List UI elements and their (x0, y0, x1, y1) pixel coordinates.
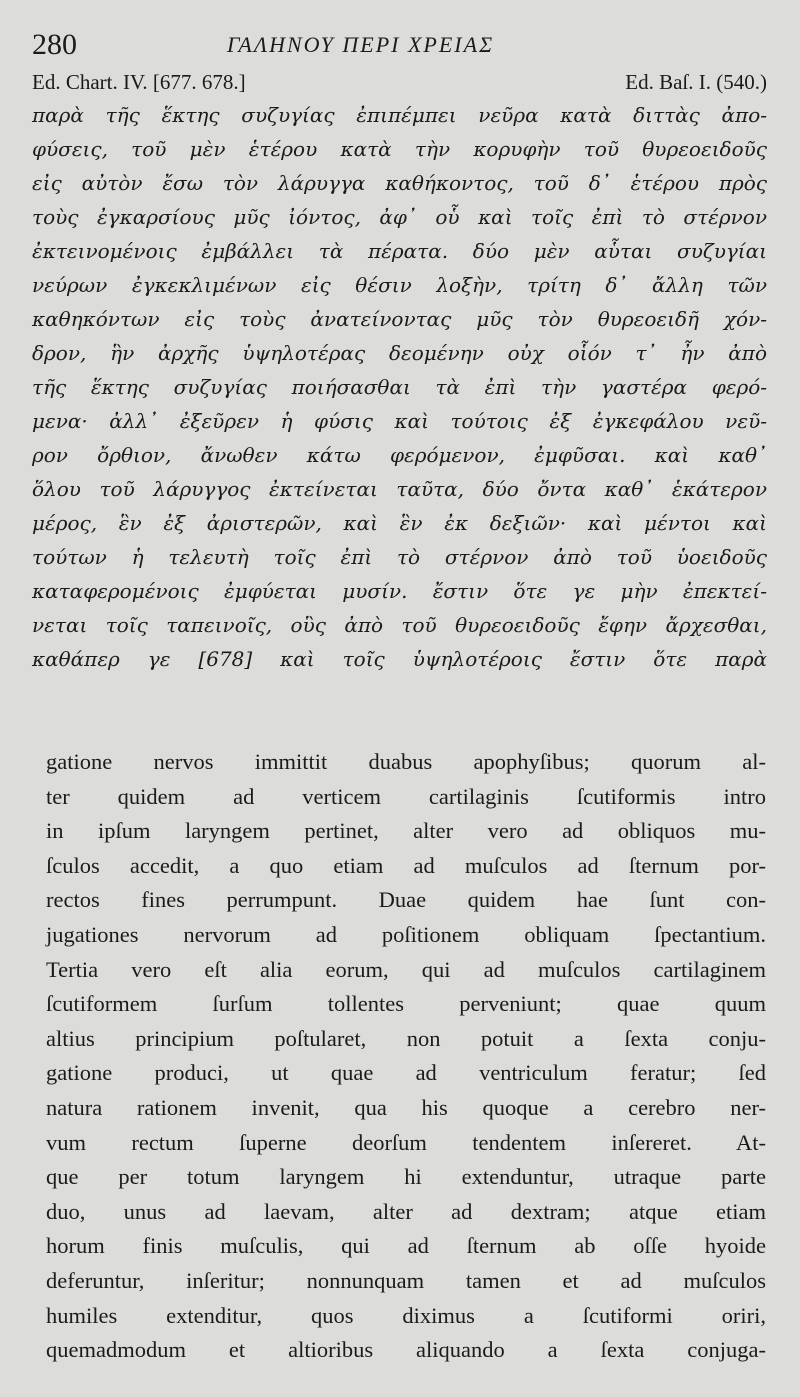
edition-references (32, 70, 767, 98)
latin-text-line: vum rectum ſuperne deorſum tendentem inſereret. At- (46, 1129, 766, 1155)
greek-text-line: τῆς ἕκτης συζυγίας ποιήσασθαι τὰ ἐπὶ τὴν γαστέρα φερό- (32, 375, 767, 399)
greek-text-line: νεται τοῖς ταπεινοῖς, οὓς ἀπὸ τοῦ θυρεοειδοῦς ἔφην ἄρχεσθαι, (32, 613, 767, 637)
latin-text-line: ſculos accedit, a quo etiam ad muſculos ad ſternum por- (46, 852, 766, 878)
edition-chartier: Ed. Chart. IV. [677. 678.] (32, 70, 246, 94)
greek-text-line: καθάπερ γε [678] καὶ τοῖς ὑψηλοτέροις ἔστιν ὅτε παρὰ (32, 647, 767, 671)
edition-basel: Ed. Baſ. I. (540.) (625, 70, 767, 94)
greek-text-line: δρον, ἣν ἀρχῆς ὑψηλοτέρας δεομένην οὐχ οἷόν τ᾽ ἦν ἀπὸ (32, 341, 767, 365)
latin-text-line: duo, unus ad laevam, alter ad dextram; atque etiam (46, 1198, 766, 1224)
greek-text-line: ὅλου τοῦ λάρυγγος ἐκτείνεται ταῦτα, δύο ὄντα καθ᾽ ἑκάτερον (32, 477, 767, 501)
latin-text-line: natura rationem invenit, qua his quoque a cerebro ner- (46, 1094, 766, 1120)
latin-text-line: jugationes nervorum ad poſitionem obliquam ſpectantium. (46, 921, 766, 947)
greek-text-line: εἰς αὐτὸν ἔσω τὸν λάρυγγα καθήκοντος, τοῦ δ᾽ ἑτέρου πρὸς (32, 171, 767, 195)
latin-text-line: in ipſum laryngem pertinet, alter vero ad obliquos mu- (46, 818, 766, 844)
greek-text-line: καθηκόντων εἰς τοὺς ἀνατείνοντας μῦς τὸν θυρεοειδῆ χόν- (32, 307, 767, 331)
latin-text-line: ſcutiformem ſurſum tollentes perveniunt; quae quum (46, 991, 766, 1017)
greek-text-block (32, 98, 767, 676)
latin-text-line: gatione nervos immittit duabus apophyſibus; quorum al- (46, 749, 766, 774)
greek-text-line: μέρος, ἓν ἐξ ἀριστερῶν, καὶ ἓν ἐκ δεξιῶν· καὶ μέντοι καὶ (32, 511, 767, 535)
greek-text-line: ἐκτεινομένοις ἐμβάλλει τὰ πέρατα. δύο μὲν αὗται συζυγίαι (32, 239, 767, 263)
running-title: ΓΑΛΗΝΟΥ ΠΕΡΙ ΧΡΕΙΑΣ (227, 32, 495, 57)
page-header (32, 28, 772, 62)
greek-text-line: μενα· ἀλλ᾽ ἐξεῦρεν ἡ φύσις καὶ τούτοις ἐξ ἐγκεφάλου νεῦ- (32, 409, 767, 433)
greek-text-line: ρον ὄρθιον, ἄνωθεν κάτω φερόμενον, ἐμφῦσαι. καὶ καθ᾽ (32, 443, 767, 467)
latin-translation-block (46, 745, 766, 1368)
greek-text-line: τοὺς ἐγκαρσίους μῦς ἰόντος, ἀφ᾽ οὗ καὶ τοῖς ἐπὶ τὸ στέρνον (32, 205, 767, 229)
latin-text-line: gatione produci, ut quae ad ventriculum feratur; ſed (46, 1060, 766, 1086)
latin-text-line: humiles extenditur, quos diximus a ſcutiformi oriri, (46, 1302, 766, 1328)
latin-text-line: ter quidem ad verticem cartilaginis ſcutiformis intro (46, 783, 766, 809)
latin-text-line: altius principium poſtularet, non potuit a ſexta conju- (46, 1025, 766, 1051)
latin-text-line: que per totum laryngem hi extenduntur, utraque parte (46, 1164, 766, 1190)
latin-text-line: horum finis muſculis, qui ad ſternum ab oſſe hyoide (46, 1233, 766, 1259)
latin-text-line: quemadmodum et altioribus aliquando a ſexta conjuga- (46, 1337, 766, 1363)
latin-text-line: Tertia vero eſt alia eorum, qui ad muſculos cartilaginem (46, 956, 766, 982)
latin-text-line: rectos fines perrumpunt. Duae quidem hae ſunt con- (46, 887, 766, 913)
greek-text-line: τούτων ἡ τελευτὴ τοῖς ἐπὶ τὸ στέρνον ἀπὸ τοῦ ὑοειδοῦς (32, 545, 767, 569)
greek-text-line: καταφερομένοις ἐμφύεται μυσίν. ἔστιν ὅτε γε μὴν ἐπεκτεί- (32, 579, 767, 603)
greek-text-line: παρὰ τῆς ἕκτης συζυγίας ἐπιπέμπει νεῦρα κατὰ διττὰς ἀπο- (32, 103, 767, 127)
latin-text-line: deferuntur, inſeritur; nonnunquam tamen et ad muſculos (46, 1267, 766, 1293)
page-number: 280 (32, 28, 77, 61)
greek-text-line: νεύρων ἐγκεκλιμένων εἰς θέσιν λοξὴν, τρίτη δ᾽ ἄλλη τῶν (32, 273, 767, 297)
greek-text-line: φύσεις, τοῦ μὲν ἑτέρου κατὰ τὴν κορυφὴν τοῦ θυρεοειδοῦς (32, 137, 767, 161)
